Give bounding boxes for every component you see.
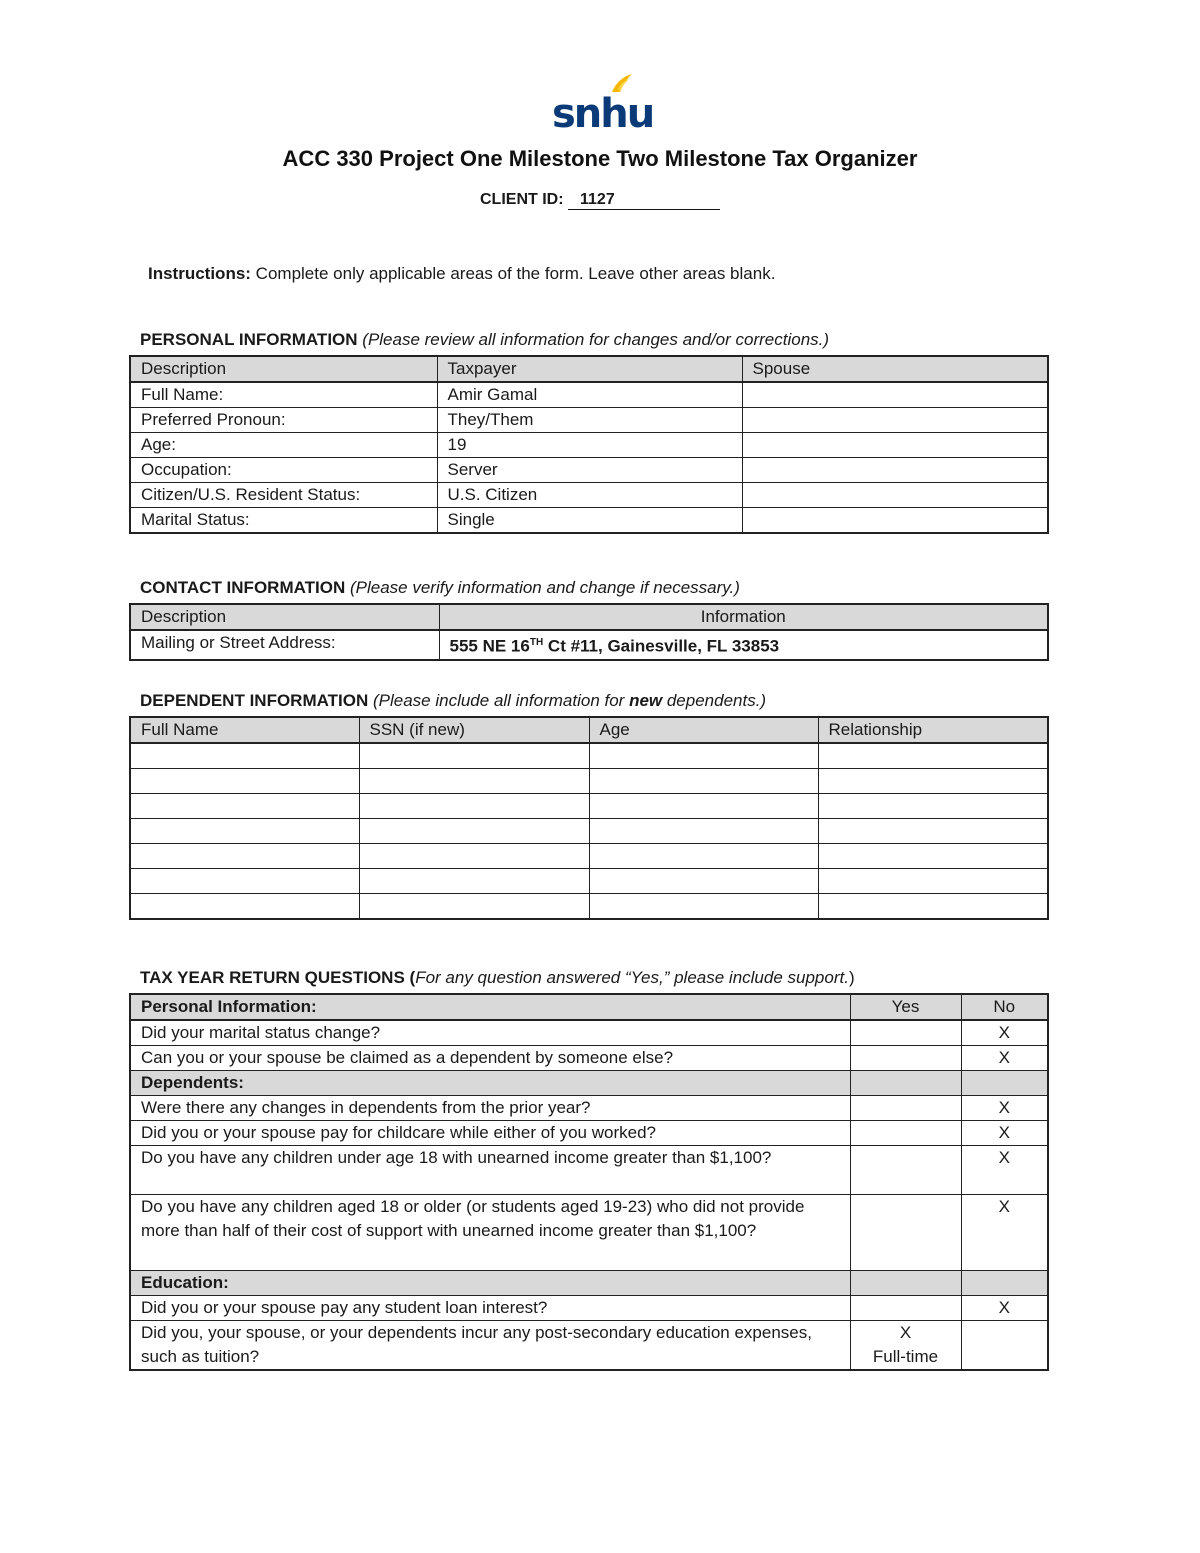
paren: ) (848, 968, 855, 987)
question: Do you have any children aged 18 or older (or students aged 19-23) who did not provide more than half of their cost of support with unearned income greater than $1,100? (130, 1195, 850, 1271)
question: Were there any changes in dependents from the prior year? (130, 1096, 850, 1121)
table-row (130, 508, 1048, 534)
table-row (130, 382, 1048, 408)
question: Did you or your spouse pay any student loan interest? (130, 1296, 850, 1321)
yes-cell[interactable] (850, 1296, 961, 1321)
empty-cell (961, 1071, 1048, 1096)
section-row (130, 1271, 1048, 1296)
dependent-name-cell[interactable] (130, 769, 359, 794)
column-header: Taxpayer (437, 356, 742, 382)
dependent-ssn-cell[interactable] (359, 844, 589, 869)
yes-cell[interactable] (850, 1096, 961, 1121)
field-label: Preferred Pronoun: (130, 408, 437, 433)
dependent-age-cell[interactable] (589, 794, 818, 819)
table-header-row (130, 604, 1048, 630)
table-row (130, 769, 1048, 794)
dependent-ssn-cell[interactable] (359, 869, 589, 894)
dependent-name-cell[interactable] (130, 844, 359, 869)
question: Did you, your spouse, or your dependents incur any post-secondary education expenses, such as tuition? (130, 1321, 850, 1371)
contact-heading (140, 578, 740, 598)
table-row (130, 894, 1048, 920)
tax-questions-heading-text: TAX YEAR RETURN QUESTIONS (140, 968, 405, 987)
contact-table (129, 603, 1049, 661)
question: Did you or your spouse pay for childcare while either of you worked? (130, 1121, 850, 1146)
table-header-row (130, 356, 1048, 382)
tax-questions-heading (140, 968, 855, 988)
yes-note: Full-time (872, 1347, 939, 1366)
taxpayer-value[interactable]: U.S. Citizen (437, 483, 742, 508)
personal-heading (140, 330, 829, 350)
table-row (130, 483, 1048, 508)
field-label: Citizen/U.S. Resident Status: (130, 483, 437, 508)
table-row (130, 1195, 1048, 1271)
dependent-age-cell[interactable] (589, 894, 818, 920)
section-label: Education: (130, 1271, 850, 1296)
yes-cell[interactable] (850, 1146, 961, 1195)
note-part: (Please include all information for (372, 691, 630, 710)
yes-cell[interactable] (850, 1195, 961, 1271)
table-row (130, 1096, 1048, 1121)
field-label: Mailing or Street Address: (130, 630, 439, 660)
yes-cell[interactable] (850, 1321, 961, 1371)
dependent-ssn-cell[interactable] (359, 894, 589, 920)
table-row (130, 869, 1048, 894)
column-header: Spouse (742, 356, 1048, 382)
table-row (130, 844, 1048, 869)
table-row (130, 630, 1048, 660)
table-row (130, 1146, 1048, 1195)
snhu-logo (552, 72, 654, 137)
yes-cell[interactable] (850, 1121, 961, 1146)
no-cell[interactable]: X (961, 1020, 1048, 1046)
dependent-age-cell[interactable] (589, 769, 818, 794)
column-header: No (961, 994, 1048, 1020)
table-row (130, 743, 1048, 769)
section-row (130, 1071, 1048, 1096)
address-part: Ct #11, Gainesville, FL 33853 (543, 636, 780, 656)
column-header: Relationship (818, 717, 1048, 743)
empty-cell (850, 1071, 961, 1096)
client-id (0, 191, 1200, 210)
contact-note: (Please verify information and change if necessary.) (349, 578, 740, 597)
client-id-value: 1127 (568, 191, 720, 210)
instructions-label: Instructions: (148, 264, 251, 283)
column-header: Personal Information: (130, 994, 850, 1020)
dependent-ssn-cell[interactable] (359, 819, 589, 844)
personal-note: (Please review all information for changes and/or corrections.) (362, 330, 830, 349)
table-row (130, 819, 1048, 844)
empty-cell (850, 1271, 961, 1296)
tax-questions-note: For any question answered “Yes,” please include support. (415, 968, 849, 987)
field-label: Age: (130, 433, 437, 458)
table-header-row (130, 717, 1048, 743)
spouse-value[interactable] (742, 508, 1048, 534)
dependent-age-cell[interactable] (589, 844, 818, 869)
no-cell[interactable]: X (961, 1096, 1048, 1121)
no-cell[interactable]: X (961, 1046, 1048, 1071)
dependent-ssn-cell[interactable] (359, 794, 589, 819)
dependent-name-cell[interactable] (130, 819, 359, 844)
dependent-heading (140, 691, 766, 711)
table-row (130, 458, 1048, 483)
note-part: dependents.) (662, 691, 767, 710)
no-cell[interactable]: X (961, 1121, 1048, 1146)
table-row (130, 1121, 1048, 1146)
field-label: Occupation: (130, 458, 437, 483)
column-header: Full Name (130, 717, 359, 743)
dependent-relationship-cell[interactable] (818, 894, 1048, 920)
column-header: Age (589, 717, 818, 743)
yes-cell[interactable] (850, 1046, 961, 1071)
dependent-relationship-cell[interactable] (818, 794, 1048, 819)
dependent-relationship-cell[interactable] (818, 869, 1048, 894)
dependent-relationship-cell[interactable] (818, 743, 1048, 769)
personal-heading-text: PERSONAL INFORMATION (140, 330, 358, 349)
column-header: SSN (if new) (359, 717, 589, 743)
dependent-age-cell[interactable] (589, 819, 818, 844)
table-row (130, 794, 1048, 819)
personal-table (129, 355, 1049, 534)
table-row (130, 1046, 1048, 1071)
column-header: Information (439, 604, 1048, 630)
empty-cell (961, 1271, 1048, 1296)
table-row (130, 1321, 1048, 1371)
column-header: Yes (850, 994, 961, 1020)
address-sup: TH (529, 637, 544, 648)
table-row (130, 1296, 1048, 1321)
field-label: Marital Status: (130, 508, 437, 534)
column-header: Description (130, 356, 437, 382)
column-header: Description (130, 604, 439, 630)
yes-mark: X (899, 1323, 912, 1342)
dependent-age-cell[interactable] (589, 743, 818, 769)
table-row (130, 433, 1048, 458)
question: Can you or your spouse be claimed as a dependent by someone else? (130, 1046, 850, 1071)
address-part: 555 NE 16 (449, 636, 530, 656)
spouse-value[interactable] (742, 408, 1048, 433)
dependent-relationship-cell[interactable] (818, 769, 1048, 794)
page-title: ACC 330 Project One Milestone Two Milestone Tax Organizer (282, 146, 918, 171)
dependent-name-cell[interactable] (130, 869, 359, 894)
taxpayer-value[interactable]: Amir Gamal (437, 382, 742, 408)
taxpayer-value[interactable]: They/Them (437, 408, 742, 433)
taxpayer-value[interactable]: 19 (437, 433, 742, 458)
note-bold: new (629, 691, 663, 710)
spouse-value[interactable] (742, 458, 1048, 483)
section-label: Dependents: (130, 1071, 850, 1096)
spouse-value[interactable] (742, 483, 1048, 508)
no-cell[interactable]: X (961, 1296, 1048, 1321)
dependent-ssn-cell[interactable] (359, 743, 589, 769)
spouse-value[interactable] (742, 382, 1048, 408)
instructions-text: Complete only applicable areas of the form. Leave other areas blank. (250, 264, 776, 283)
dependent-heading-text: DEPENDENT INFORMATION (140, 691, 369, 710)
question: Did your marital status change? (130, 1020, 850, 1046)
table-row (130, 1020, 1048, 1046)
dependent-note (373, 691, 766, 710)
field-label: Full Name: (130, 382, 437, 408)
dependent-relationship-cell[interactable] (818, 819, 1048, 844)
no-cell[interactable]: X (961, 1195, 1048, 1271)
no-cell[interactable] (961, 1321, 1048, 1371)
dependent-relationship-cell[interactable] (818, 844, 1048, 869)
dependent-age-cell[interactable] (589, 869, 818, 894)
dependent-ssn-cell[interactable] (359, 769, 589, 794)
no-cell[interactable]: X (961, 1146, 1048, 1195)
dependent-name-cell[interactable] (130, 894, 359, 920)
paren: ( (404, 968, 416, 987)
taxpayer-value[interactable]: Single (437, 508, 742, 534)
tax-questions-table (129, 993, 1049, 1371)
taxpayer-value[interactable]: Server (437, 458, 742, 483)
dependent-name-cell[interactable] (130, 794, 359, 819)
instructions (148, 264, 775, 284)
yes-cell[interactable] (850, 1020, 961, 1046)
table-row (130, 408, 1048, 433)
contact-heading-text: CONTACT INFORMATION (140, 578, 346, 597)
logo-text: snhu (552, 91, 654, 137)
table-header-row (130, 994, 1048, 1020)
client-id-label: CLIENT ID: (480, 191, 564, 208)
dependent-table (129, 716, 1049, 920)
address-value[interactable] (439, 630, 1048, 660)
question: Do you have any children under age 18 with unearned income greater than $1,100? (130, 1146, 850, 1195)
spouse-value[interactable] (742, 433, 1048, 458)
dependent-name-cell[interactable] (130, 743, 359, 769)
